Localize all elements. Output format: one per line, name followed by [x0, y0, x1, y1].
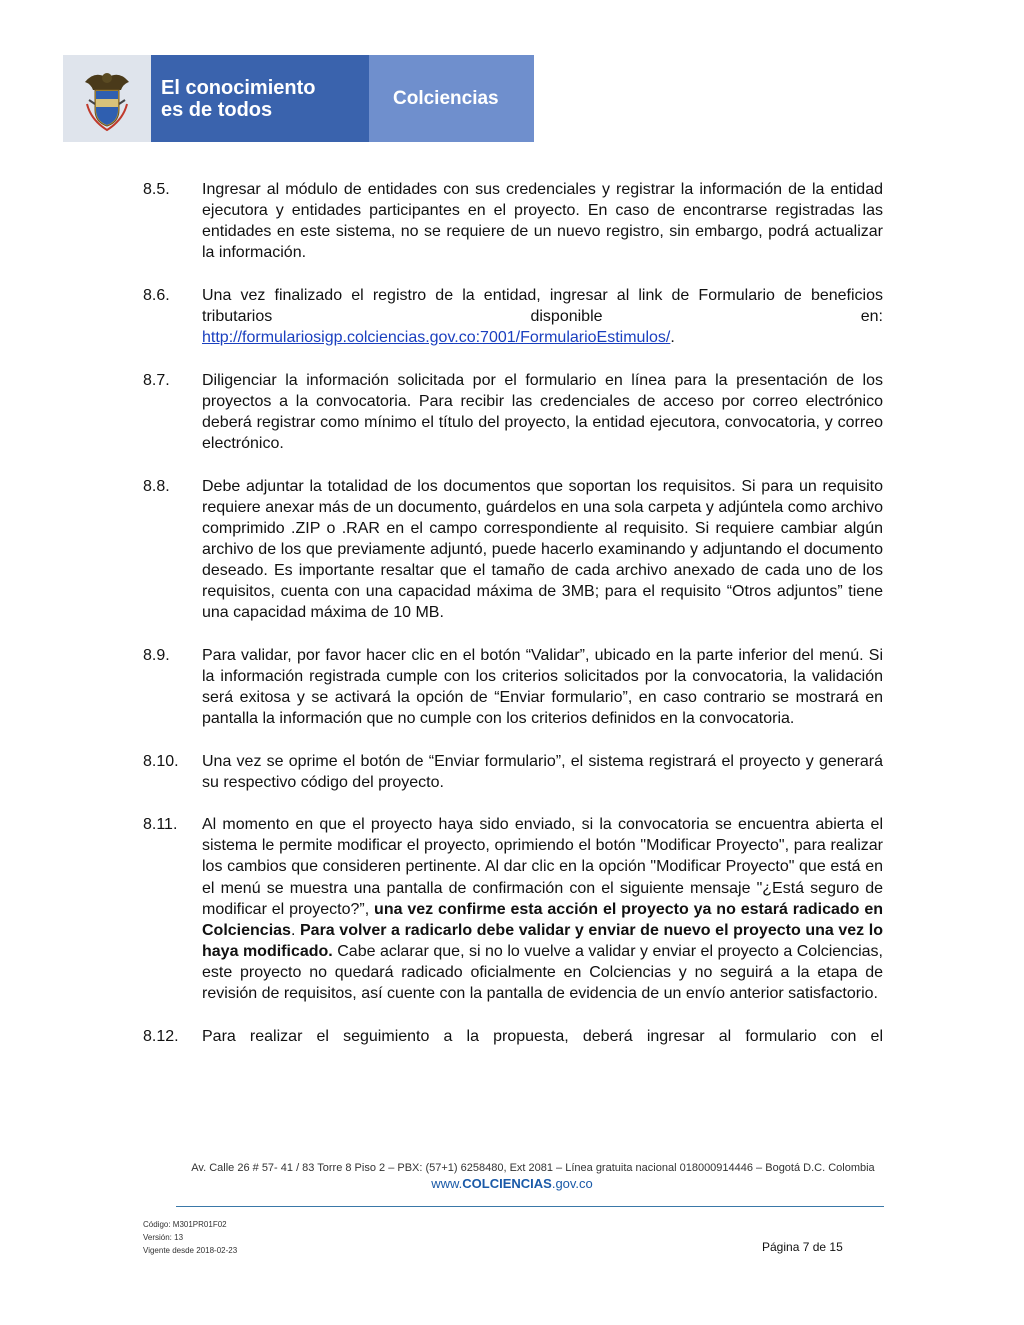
section-8-10	[143, 751, 883, 793]
document-body	[143, 179, 883, 1068]
bold-warning-1: una vez confirme esta acción el proyecto ya no estará radicado en Colciencias	[202, 900, 883, 939]
section-8-6	[143, 285, 883, 348]
section-text: Para realizar el seguimiento a la propuesta, deberá ingresar al formulario con el	[202, 1027, 883, 1045]
section-number: 8.5.	[143, 181, 170, 198]
section-8-7	[143, 370, 883, 454]
section-text-tail: Cabe aclarar que, si no lo vuelve a validar y enviar el proyecto a Colciencias, este proyecto no quedará radicado oficialmente en Colciencias y no seguirá a la etapa de revisión de requisitos, así cuente con la pantalla de evidencia de un envío anterior satisfactorio.	[202, 942, 883, 1002]
section-number: 8.8.	[143, 477, 170, 495]
section-number: 8.12.	[143, 1027, 179, 1045]
web-prefix: www.	[431, 1176, 463, 1191]
slogan-block	[151, 55, 369, 142]
section-text: Para validar, por favor hacer clic en el botón “Validar”, ubicado en la parte inferior del menú. Si la información registrada cumple con los criterios solicitados por la convocatoria, la validación será exitosa y se activará la opción de “Enviar formulario”, en caso contrario se mostrará en pantalla la información que no cumple con los criterios definidos en la convocatoria.	[202, 646, 883, 727]
section-8-5	[143, 179, 883, 263]
document-valid-from: Vigente desde 2018-02-23	[143, 1246, 238, 1255]
section-text: Diligenciar la información solicitada por el formulario en línea para la presentación de los proyectos a la convocatoria. Para recibir las credenciales de acceso por correo electrónico deberá registrar como mínimo el título del proyecto, la entidad ejecutora, convocatoria, y correo electrónico.	[202, 371, 883, 452]
section-8-8	[143, 476, 883, 624]
footer-website[interactable]	[0, 1176, 1024, 1191]
section-number: 8.11.	[143, 816, 178, 834]
slogan-line-1: El conocimiento	[161, 76, 316, 99]
brand-name: Colciencias	[393, 87, 499, 109]
section-8-12	[143, 1026, 883, 1047]
section-text-mid: .	[290, 921, 300, 939]
form-link[interactable]: http://formulariosigp.colciencias.gov.co:7001/FormularioEstimulos/	[202, 329, 671, 347]
section-text: Una vez se oprime el botón de “Enviar formulario”, el sistema registrará el proyecto y generará su respectivo código del proyecto.	[202, 752, 883, 791]
bold-warning-2: Para volver a radicarlo debe validar y enviar de nuevo el proyecto una vez lo haya modificado.	[202, 921, 884, 960]
document-metadata	[143, 1218, 237, 1257]
document-code: Código: M301PR01F02	[143, 1220, 227, 1229]
section-text: Al momento en que el proyecto haya sido enviado, si la convocatoria se encuentra abierta el sistema le permite modificar el proyecto, oprimiendo el botón "Modificar Proyecto", para realizar los cambios que consideren pertinente. Al dar clic en la opción "Modificar Proyecto" que está en el menú se muestra una pantalla de confirmación con el siguiente mensaje "¿Está seguro de modificar el proyecto?”,	[202, 816, 883, 918]
section-number: 8.7.	[143, 371, 170, 389]
brand-block	[369, 55, 534, 142]
web-suffix: .gov.co	[551, 1176, 593, 1191]
footer-divider	[176, 1206, 884, 1207]
coat-of-arms-icon	[63, 55, 151, 142]
section-number: 8.6.	[143, 286, 170, 304]
document-version: Versión: 13	[143, 1233, 184, 1242]
page-number: Página 7 de 15	[762, 1240, 843, 1254]
section-number: 8.9.	[143, 646, 170, 664]
section-text: Debe adjuntar la totalidad de los documentos que soportan los requisitos. Si para un requisito requiere anexar más de un documento, guárdelos en una sola carpeta y adjúntela como archivo comprimido .ZIP o .RAR en el campo correspondiente al requisito. Si requiere cambiar algún archivo de los que previamente adjuntó, puede hacerlo examinando y adjuntando el documento deseado. Es importante resaltar que el tamaño de cada archivo anexado de cada uno de los requisitos, cuenta con una capacidad máxima de 3MB; para el requisito “Otros adjuntos” tiene una capacidad máxima de 10 MB.	[202, 477, 883, 622]
web-domain: COLCIENCIAS	[462, 1176, 552, 1191]
address-text: Av. Calle 26 # 57- 41 / 83 Torre 8 Piso 2 – PBX: (57+1) 6258480, Ext 2081 – Línea gratuita nacional 018000914446 – Bogotá D.C. Colombia	[191, 1162, 875, 1174]
section-8-9	[143, 645, 883, 729]
section-8-11	[143, 814, 883, 1004]
link-period: .	[670, 329, 675, 347]
slogan-line-2: es de todos	[161, 98, 273, 121]
header-banner	[63, 55, 534, 142]
section-text: Ingresar al módulo de entidades con sus credenciales y registrar la información de la entidad ejecutora y entidades participantes en el proyecto. En caso de encontrarse registradas las entidades en este sistema, no se requiere de un nuevo registro, sin embargo, podrá actualizar la información.	[202, 181, 883, 262]
section-number: 8.10.	[143, 752, 179, 770]
section-text: Una vez finalizado el registro de la entidad, ingresar al link de Formulario de beneficios tributarios disponible en:	[202, 286, 883, 325]
